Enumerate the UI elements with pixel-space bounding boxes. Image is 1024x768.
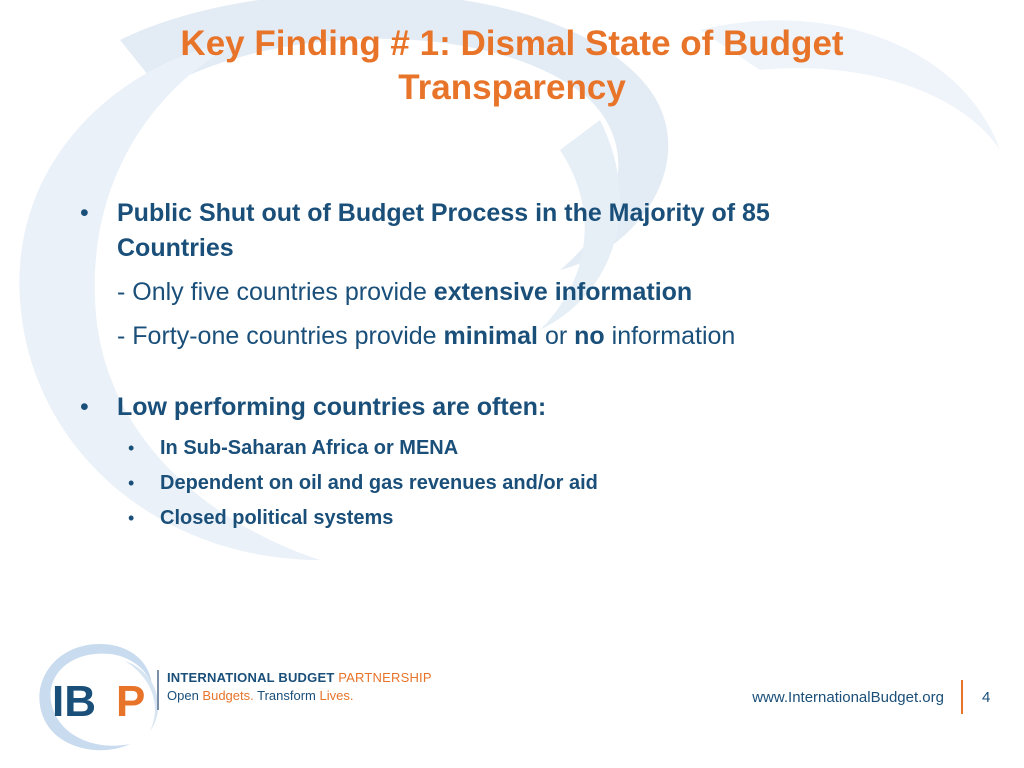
sub-point xyxy=(80,275,960,310)
logo-ib-text: IB xyxy=(52,677,96,726)
ibp-logo-mark xyxy=(30,636,170,756)
logo-tag-part: Transform xyxy=(257,688,320,703)
slide-title xyxy=(100,22,924,110)
bullet-text-line2: Countries xyxy=(117,234,234,262)
bullet-text-line1: Public Shut out of Budget Process in the Majority of 85 xyxy=(117,199,770,227)
bullet-dot: • xyxy=(80,199,89,227)
bullet-text: Low performing countries are often: xyxy=(117,393,547,421)
page-number: 4 xyxy=(982,689,991,706)
bullet-dot: • xyxy=(128,438,135,458)
sub-point-text: - Forty-one countries provide xyxy=(117,322,444,350)
logo-tag-part: Open xyxy=(167,688,203,703)
bullet-item xyxy=(80,196,960,266)
sub-bullet-item xyxy=(80,506,960,530)
sub-point-emphasis: no xyxy=(574,322,605,350)
logo-wordmark xyxy=(157,664,467,724)
sub-point-emphasis: minimal xyxy=(443,322,539,350)
bullet-dot: • xyxy=(128,508,135,528)
sub-bullet-item xyxy=(80,471,960,495)
sub-point-text: information xyxy=(604,322,736,350)
slide-title-line1: Key Finding # 1: Dismal State of Budget xyxy=(180,24,844,63)
logo-tag-part: Lives. xyxy=(319,688,354,703)
sub-point-emphasis: extensive information xyxy=(433,278,693,306)
footer-divider xyxy=(961,680,963,714)
logo-tag-part: Budgets. xyxy=(202,688,258,703)
sub-bullet-text: In Sub-Saharan Africa or MENA xyxy=(160,437,459,459)
logo-name-part: PARTNERSHIP xyxy=(338,670,432,685)
sub-point xyxy=(80,319,960,354)
sub-point-text: - Only five countries provide xyxy=(117,278,434,306)
ibp-logo xyxy=(30,636,460,756)
sub-point-text: or xyxy=(538,322,575,350)
bullet-dot: • xyxy=(128,473,135,493)
footer-url: www.InternationalBudget.org xyxy=(752,689,944,706)
bullet-item xyxy=(80,390,960,425)
slide-title-line2: Transparency xyxy=(398,68,626,107)
logo-divider xyxy=(157,670,159,710)
bullet-list xyxy=(80,196,960,530)
logo-p-text: P xyxy=(116,677,146,726)
logo-tagline xyxy=(167,688,353,703)
logo-organization-name xyxy=(167,670,432,685)
logo-name-part: INTERNATIONAL BUDGET xyxy=(167,670,339,685)
sub-bullet-text: Dependent on oil and gas revenues and/or aid xyxy=(160,472,598,494)
sub-bullet-text: Closed political systems xyxy=(160,507,394,529)
sub-bullet-item xyxy=(80,436,960,460)
bullet-dot: • xyxy=(80,393,89,421)
